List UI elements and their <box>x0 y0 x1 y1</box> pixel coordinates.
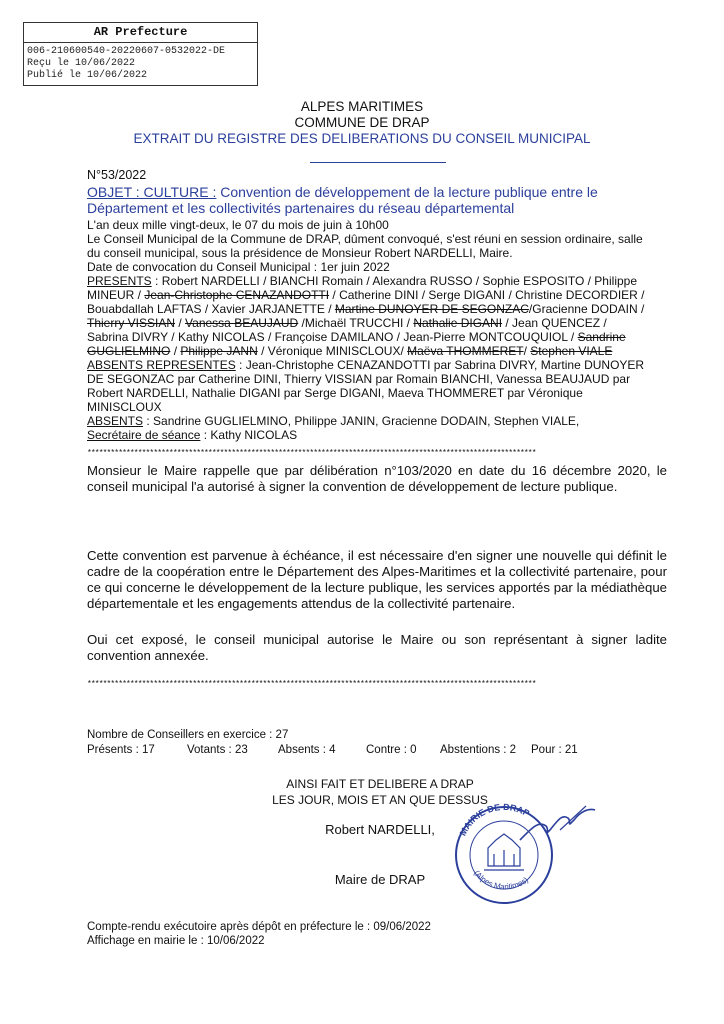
deliberation-subject <box>87 184 647 216</box>
session-info <box>87 218 647 442</box>
stamp-title: AR Prefecture <box>24 23 257 43</box>
struck-name: Stephen VIALE <box>530 344 613 358</box>
presents-label: PRESENTS <box>87 274 152 288</box>
presents-text: / <box>170 344 181 358</box>
presents-text: / <box>523 344 531 358</box>
stamp-reference: 006-210600540-20220607-0532022-DE <box>27 46 226 57</box>
signature-formula <box>18 776 724 808</box>
separator-stars-top: ******************************************************************************************************************* <box>87 449 536 458</box>
represented-text: : Jean-Christophe CENAZANDOTTI par Sabrina DIVRY, Martine DUNOYER DE SEGONZAC par Catherine DINI, Thierry VISSIAN par Romain BIANCHI, Vanessa BEAUJAUD par Robert NARDELLI, Nathalie DIGANI par Serge DIGANI, Maeva THOMMERET par Véronique MINISCLOUX <box>87 358 645 414</box>
struck-name: Nathalie DIGANI <box>413 316 503 330</box>
absents-label: ABSENTS <box>87 414 144 428</box>
footer-display: Affichage en mairie le : 10/06/2022 <box>87 935 265 947</box>
presents-text: / Véronique MINISCLOUX/ <box>257 344 408 358</box>
struck-name: Maëva THOMMERET <box>407 344 524 358</box>
signature-line-2: LES JOUR, MOIS ET AN QUE DESSUS <box>272 793 488 807</box>
stamp-received: Reçu le 10/06/2022 <box>27 58 136 69</box>
department-name: ALPES MARITIMES <box>300 99 424 114</box>
presents-list <box>87 274 647 358</box>
commune-name: COMMUNE DE DRAP <box>294 115 430 130</box>
paragraph-decision: Oui cet exposé, le conseil municipal autorise le Maire ou son représentant à signer ladite convention annexée. <box>87 632 667 663</box>
subject-text-2: Département et les collectivités partenaires du réseau départemental <box>87 200 515 216</box>
seal-graphic <box>450 800 600 910</box>
secretary-line <box>87 428 647 442</box>
presents-text: / <box>175 316 186 330</box>
subject-text-1: Convention de développement de la lecture publique entre le <box>216 184 598 200</box>
struck-name: Philippe JANN <box>180 344 258 358</box>
struck-name: Vanessa BEAUJAUD <box>185 316 299 330</box>
seal-top-text: MAIRIE DE DRAP <box>457 801 532 838</box>
struck-name: Sandrine GUGLIELMINO <box>87 330 626 358</box>
document-header <box>0 99 724 147</box>
abstentions-count: Abstentions : 2 <box>440 744 517 756</box>
secretary-text: : Kathy NICOLAS <box>200 428 298 442</box>
paragraph-recall: Monsieur le Maire rappelle que par délibération n°103/2020 en date du 16 décembre 2020, le conseil municipal l'a autorisé à signer la convention de développement de lecture publique. <box>87 463 667 494</box>
svg-text:(Alpes Maritimes) <box>472 869 530 892</box>
absents-list <box>87 414 647 428</box>
stamp-published: Publié le 10/06/2022 <box>27 70 148 81</box>
absents-text: : Sandrine GUGLIELMINO, Philippe JANIN, Gracienne DODAIN, Stephen VIALE, <box>143 414 580 428</box>
struck-name: Thierry VISSIAN <box>87 316 176 330</box>
contre-count: Contre : 0 <box>366 744 417 756</box>
presents-text: / Catherine DINI / Serge DIGANI / Christine DECORDIER / Bouabdallah LAFTAS / Xavier JARJANETTE / <box>87 288 645 316</box>
session-intro: Le Conseil Municipal de la Commune de DRAP, dûment convoqué, s'est réuni en session ordinaire, salle du conseil municipal, sous la présidence de Monsieur Robert NARDELLI, Maire. <box>87 232 643 260</box>
presents-text: /Gracienne DODAIN / <box>528 302 645 316</box>
seal-emblem <box>484 834 524 870</box>
deliberation-number: N°53/2022 <box>87 168 147 182</box>
presents-count: Présents : 17 <box>87 744 155 756</box>
presents-text: /Michaël TRUCCHI / <box>298 316 414 330</box>
mayor-name: Robert NARDELLI, <box>325 822 435 837</box>
conseillers-count: Nombre de Conseillers en exercice : 27 <box>87 729 289 741</box>
prefecture-stamp <box>23 22 258 86</box>
pour-count: Pour : 21 <box>531 744 578 756</box>
register-title: EXTRAIT DU REGISTRE DES DELIBERATIONS DU CONSEIL MUNICIPAL <box>133 131 591 146</box>
mairie-seal <box>450 800 600 915</box>
presents-text: : Robert NARDELLI / BIANCHI Romain / Alexandra RUSSO / Sophie ESPOSITO / Philippe MINEUR / <box>87 274 638 302</box>
paragraph-convention: Cette convention est parvenue à échéance, il est nécessaire d'en signer une nouvelle qui définit le cadre de la coopération entre le Département des Alpes-Maritimes et la collectivité partenaire, pour ce qui concerne le développement de la lecture publique, les services apportés par la médiathèque départementale et les engagements attendus de la collectivité partenaire. <box>87 548 667 611</box>
represented-label: ABSENTS REPRESENTES <box>87 358 236 372</box>
struck-name: Jean-Christophe CENAZANDOTTI <box>144 288 330 302</box>
struck-name: Martine DUNOYER DE SEGONZAC <box>334 302 529 316</box>
svg-text:MAIRIE DE DRAP <box>458 802 532 837</box>
signature-line-1: AINSI FAIT ET DELIBERE A DRAP <box>286 777 474 791</box>
mayor-title: Maire de DRAP <box>334 872 426 887</box>
footer <box>87 920 647 948</box>
header-divider <box>310 162 446 163</box>
secretary-label: Secrétaire de séance <box>87 428 201 442</box>
convocation-date: Date de convocation du Conseil Municipal : 1er juin 2022 <box>87 260 390 274</box>
presents-text: / Jean QUENCEZ / Sabrina DIVRY / Kathy NICOLAS / Françoise DAMILANO / Jean-Pierre MONTCOUQUIOL / <box>87 316 607 344</box>
seal-bottom-text: (Alpes Maritimes) <box>472 868 531 892</box>
subject-label: OBJET : CULTURE : <box>87 184 217 200</box>
session-date: L'an deux mille vingt-deux, le 07 du mois de juin à 10h00 <box>87 218 389 232</box>
footer-executory: Compte-rendu exécutoire après dépôt en préfecture le : 09/06/2022 <box>87 921 431 933</box>
separator-stars-bottom: ******************************************************************************************************************* <box>87 680 536 689</box>
votants-count: Votants : 23 <box>187 744 248 756</box>
absents-count: Absents : 4 <box>278 744 336 756</box>
represented-list <box>87 358 647 414</box>
